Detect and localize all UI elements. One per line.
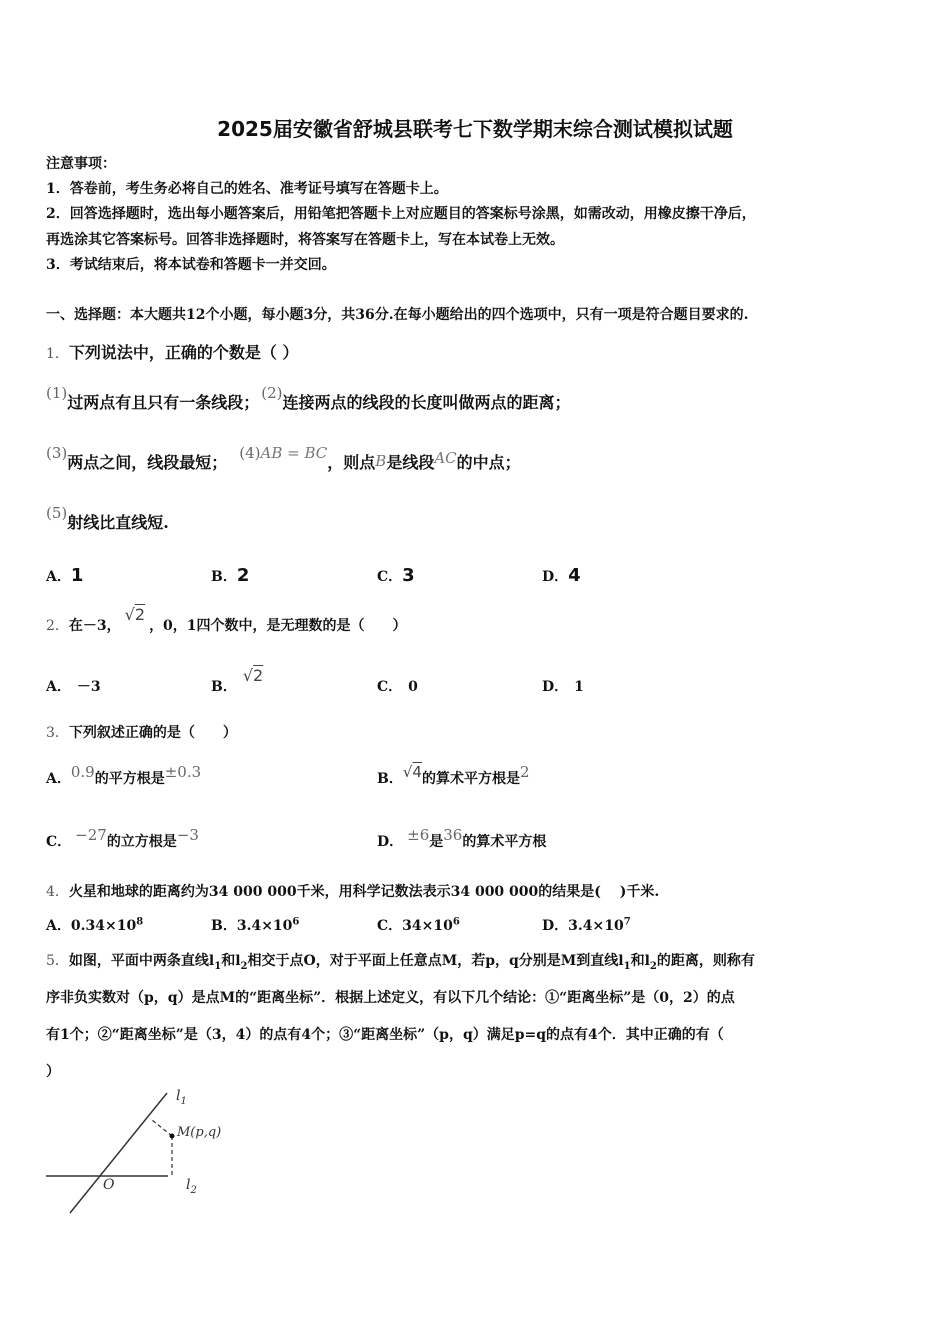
label-text: l xyxy=(176,1088,181,1104)
notice-item: 1．答卷前，考生务必将自己的姓名、准考证号填写在答题卡上。 xyxy=(46,181,448,197)
question-stem: ，0，1四个数中，是无理数的是（ ） xyxy=(149,618,407,634)
question-stem: 火星和地球的距离约为34 000 000千米，用科学记数法表示34 000 000的结果是( )千米. xyxy=(68,884,660,900)
option-label: A． xyxy=(46,918,71,934)
math-expression: ±0.3 xyxy=(164,763,202,781)
answer-option[interactable] xyxy=(46,763,202,788)
question-stem: 的距离，则称有 xyxy=(656,953,755,969)
math-expression: AB = BC xyxy=(260,444,328,462)
exponent: 8 xyxy=(136,916,144,928)
label-text: l xyxy=(186,1177,191,1193)
perpendicular-to-l1 xyxy=(152,1120,172,1136)
answer-option[interactable] xyxy=(377,565,415,586)
question-stem: 相交于点O，对于平面上任意点M，若p，q分别是M到直线l xyxy=(247,953,624,969)
figure-svg xyxy=(40,1085,240,1220)
option-label: D． xyxy=(377,834,404,850)
answer-option[interactable] xyxy=(46,676,101,696)
math-expression: −3 xyxy=(176,826,199,844)
option-label: D． xyxy=(542,679,569,695)
option-label: A． xyxy=(46,569,71,585)
question-stem-line: 有1个；②“距离坐标”是（3，4）的点有4个；③“距离坐标”（p，q）满足p=q的点有4个．其中正确的有（ xyxy=(46,1027,724,1043)
math-expression: ±6 xyxy=(407,826,430,844)
option-text: 是 xyxy=(429,834,444,850)
question-number: 4． xyxy=(46,884,69,900)
statement-tag: (1) xyxy=(46,384,68,402)
question-stem: 在－3， xyxy=(68,618,121,634)
option-value: 3 xyxy=(402,565,415,586)
option-text: 的算术平方根是 xyxy=(421,771,520,787)
answer-option[interactable] xyxy=(211,565,249,586)
statement-tag: (4) xyxy=(239,444,261,462)
answer-option[interactable] xyxy=(46,565,83,586)
option-value: 0 xyxy=(408,679,418,695)
question-stem: 如图，平面中两条直线l xyxy=(68,953,215,969)
radicand: 4 xyxy=(412,763,422,781)
option-value: 3.4×10 xyxy=(236,918,293,934)
option-value: 0.34×10 xyxy=(70,918,137,934)
label-o: O xyxy=(103,1177,115,1193)
label-l1 xyxy=(176,1088,187,1107)
sqrt-expression: √2 xyxy=(242,666,264,685)
question-stem: 和l xyxy=(221,953,241,969)
option-value: 2 xyxy=(236,565,250,586)
answer-option[interactable] xyxy=(377,826,547,851)
exponent: 7 xyxy=(623,916,631,928)
statement-text: 的中点； xyxy=(456,453,521,472)
exponent: 6 xyxy=(452,916,460,928)
question-stem: 下列叙述正确的是（ ） xyxy=(68,725,237,741)
notice-heading: 注意事项： xyxy=(46,156,116,172)
page-title: 2025届安徽省舒城县联考七下数学期末综合测试模拟试题 xyxy=(217,117,733,141)
question-stem-line: ） xyxy=(46,1064,60,1080)
option-label: B． xyxy=(211,679,237,695)
option-label: B． xyxy=(211,569,237,585)
math-expression: 0.9 xyxy=(70,763,95,781)
label-m: M(p,q) xyxy=(177,1125,222,1140)
answer-option[interactable] xyxy=(377,763,530,788)
statement-3 xyxy=(46,444,521,473)
question-stem: 下列说法中，正确的个数是（ ） xyxy=(68,343,299,362)
sqrt-expression: √4 xyxy=(402,763,422,781)
subscript: 2 xyxy=(649,960,657,972)
option-label: A． xyxy=(46,679,71,695)
question-number: 5． xyxy=(46,953,69,969)
option-label: D． xyxy=(542,569,569,585)
exponent: 6 xyxy=(292,916,300,928)
statement-text: 连接两点的线段的长度叫做两点的距离； xyxy=(282,393,571,412)
statement-text: 过两点有且只有一条线段； xyxy=(67,393,260,412)
option-value: 4 xyxy=(568,565,581,586)
question-1 xyxy=(46,340,299,363)
question-stem: 和l xyxy=(630,953,650,969)
statement-5 xyxy=(46,504,169,533)
answer-option[interactable] xyxy=(46,826,199,851)
statement-text: 射线比直线短. xyxy=(67,513,169,532)
subscript: 1 xyxy=(623,960,631,972)
notice-item: 再选涂其它答案标号。回答非选择题时，将答案写在答题卡上，写在本试卷上无效。 xyxy=(46,232,564,248)
math-expression: AC xyxy=(434,449,457,467)
option-label: D． xyxy=(542,918,569,934)
answer-option[interactable] xyxy=(377,676,418,696)
answer-option[interactable] xyxy=(377,915,460,935)
question-5 xyxy=(46,950,755,972)
option-text: 的平方根是 xyxy=(94,771,165,787)
distance-coordinate-figure xyxy=(40,1085,240,1220)
statement-text: ，则点 xyxy=(327,453,376,472)
option-label: B． xyxy=(377,771,403,787)
answer-option[interactable] xyxy=(542,565,581,586)
statement-tag: (3) xyxy=(46,444,68,462)
option-value: 3.4×10 xyxy=(568,918,624,934)
question-number: 1． xyxy=(46,346,69,362)
option-label: C． xyxy=(377,918,403,934)
question-number: 3． xyxy=(46,725,69,741)
notice-item: 3．考试结束后，将本试卷和答题卡一并交回。 xyxy=(46,257,336,273)
radicand: 2 xyxy=(253,666,264,685)
math-expression: 2 xyxy=(519,763,530,781)
option-value: 34×10 xyxy=(402,918,453,934)
statement-tag: (5) xyxy=(46,504,68,522)
option-label: A． xyxy=(46,771,71,787)
label-l2 xyxy=(186,1177,197,1196)
math-expression: 36 xyxy=(443,826,463,844)
math-expression: B xyxy=(375,452,387,470)
math-expression: −27 xyxy=(75,826,107,844)
option-value: －3 xyxy=(76,679,101,695)
answer-option[interactable] xyxy=(542,676,584,696)
statement-1 xyxy=(46,384,571,413)
question-stem-line: 序非负实数对（p，q）是点M的“距离坐标”．根据上述定义，有以下几个结论：①“距离坐标”是（0，2）的点 xyxy=(46,990,735,1006)
point-m xyxy=(170,1134,175,1139)
question-3 xyxy=(46,722,237,742)
subscript: 2 xyxy=(240,960,248,972)
subscript: 1 xyxy=(214,960,222,972)
option-label: B． xyxy=(211,918,237,934)
answer-option[interactable] xyxy=(542,915,631,935)
answer-option[interactable] xyxy=(211,915,299,935)
option-text: 的立方根是 xyxy=(106,834,177,850)
radicand: 2 xyxy=(134,605,146,624)
question-2 xyxy=(46,605,407,635)
answer-option[interactable] xyxy=(211,666,264,696)
question-4 xyxy=(46,881,659,901)
question-number: 2． xyxy=(46,618,69,634)
option-label: C． xyxy=(377,679,403,695)
sqrt-expression: √2 xyxy=(124,605,146,624)
subscript: 1 xyxy=(180,1095,187,1107)
option-label: C． xyxy=(46,834,72,850)
line-l1 xyxy=(70,1093,167,1213)
section-heading: 一、选择题：本大题共12个小题，每小题3分，共36分.在每小题给出的四个选项中，只有一项是符合题目要求的. xyxy=(46,307,749,323)
answer-option[interactable] xyxy=(46,915,143,935)
option-label: C． xyxy=(377,569,403,585)
subscript: 2 xyxy=(190,1184,197,1196)
statement-tag: (2) xyxy=(261,384,283,402)
statement-text: 是线段 xyxy=(386,453,435,472)
option-value: 1 xyxy=(574,679,584,695)
option-value: 1 xyxy=(70,565,84,586)
statement-text: 两点之间，线段最短； xyxy=(67,453,228,472)
option-text: 的算术平方根 xyxy=(462,834,547,850)
notice-item: 2．回答选择题时，选出每小题答案后，用铅笔把答题卡上对应题目的答案标号涂黑，如需改动，用橡皮擦干净后， xyxy=(46,206,756,222)
